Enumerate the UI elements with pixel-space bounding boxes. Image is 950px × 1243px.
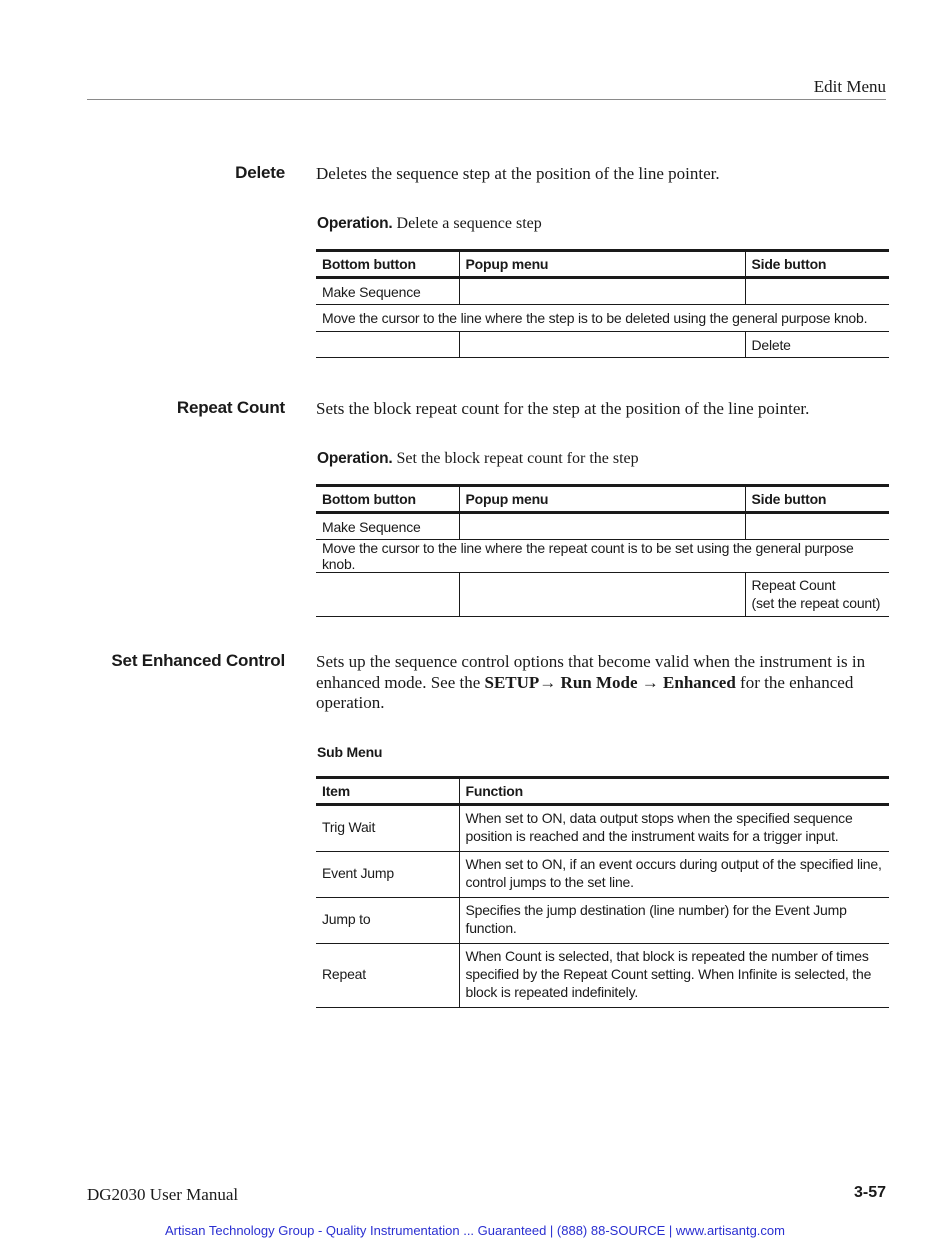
- table-cell: [459, 278, 745, 305]
- table-header-cell: Popup menu: [459, 251, 745, 278]
- table-row: [316, 332, 889, 358]
- table-instruction-cell: Move the cursor to the line where the step is to be deleted using the general purpose knob.: [316, 305, 889, 332]
- table-cell: [745, 573, 889, 617]
- table-row: [316, 944, 889, 1008]
- table-cell: Delete: [745, 332, 889, 358]
- table-header-cell: Side button: [745, 486, 889, 513]
- footer-manual-title: DG2030 User Manual: [87, 1185, 239, 1204]
- table-row: [316, 278, 889, 305]
- table-row: [316, 852, 889, 898]
- table-header-cell: Function: [459, 778, 889, 805]
- table-cell-function: When Count is selected, that block is repeated the number of times specified by the Repeat Count setting. When Infinite is selected, the block is repeated indefinitely.: [459, 944, 889, 1008]
- table-header-cell: Bottom button: [316, 251, 459, 278]
- section-label-delete: Delete: [235, 163, 285, 182]
- operation-line-repeat-count: [317, 450, 639, 468]
- table-cell-function: When set to ON, if an event occurs during output of the specified line, control jumps to the set line.: [459, 852, 889, 898]
- table-cell: Make Sequence: [316, 513, 459, 540]
- section-label-repeat-count: Repeat Count: [176, 398, 285, 417]
- table-row: [316, 540, 889, 573]
- table-header-cell: Bottom button: [316, 486, 459, 513]
- operation-label: Operation.: [317, 450, 393, 467]
- table-cell: [459, 332, 745, 358]
- section-description-set-enhanced-control: [316, 652, 886, 714]
- table-cell-item: Jump to: [316, 898, 459, 944]
- table-cell-function: Specifies the jump destination (line number) for the Event Jump function.: [459, 898, 889, 944]
- table-row: [316, 513, 889, 540]
- table-cell: [745, 513, 889, 540]
- operation-table-repeat-count: [316, 484, 889, 617]
- table-cell: [316, 332, 459, 358]
- table-row: [316, 898, 889, 944]
- side-button-note: (set the repeat count): [751, 595, 881, 611]
- section-description-repeat-count: Sets the block repeat count for the step at the position of the line pointer.: [316, 399, 810, 418]
- table-cell-item: Trig Wait: [316, 805, 459, 852]
- table-header-cell: Popup menu: [459, 486, 745, 513]
- table-cell: [745, 278, 889, 305]
- table-cell: [459, 513, 745, 540]
- table-header-row: [316, 486, 889, 513]
- table-cell: [459, 573, 745, 617]
- operation-line-delete: [317, 215, 542, 233]
- header-rule: [87, 99, 886, 100]
- table-row: [316, 305, 889, 332]
- table-header-row: [316, 778, 889, 805]
- page-number: 3-57: [853, 1184, 886, 1201]
- operation-text: Set the block repeat count for the step: [396, 450, 639, 467]
- table-header-cell: Item: [316, 778, 459, 805]
- running-head: Edit Menu: [813, 77, 886, 96]
- setup-path-text: SETUP→ Run Mode → Enhanced: [484, 672, 736, 692]
- sub-menu-table: [316, 776, 889, 1008]
- table-row: [316, 805, 889, 852]
- operation-table-delete: [316, 249, 889, 358]
- sub-menu-title: Sub Menu: [317, 744, 383, 760]
- table-cell-function: When set to ON, data output stops when the specified sequence position is reached and the instrument waits for a trigger input.: [459, 805, 889, 852]
- table-header-cell: Side button: [745, 251, 889, 278]
- section-label-set-enhanced-control: Set Enhanced Control: [111, 651, 285, 670]
- table-cell: [316, 573, 459, 617]
- table-cell-item: Event Jump: [316, 852, 459, 898]
- side-button-label: Repeat Count: [751, 577, 836, 593]
- operation-text: Delete a sequence step: [396, 215, 542, 232]
- section-description-delete: Deletes the sequence step at the position of the line pointer.: [316, 164, 720, 183]
- table-row: [316, 573, 889, 617]
- table-cell-item: Repeat: [316, 944, 459, 1008]
- table-cell: Make Sequence: [316, 278, 459, 305]
- credit-link[interactable]: Artisan Technology Group - Quality Instrumentation ... Guaranteed | (888) 88-SOURCE | www.artisantg.com: [165, 1223, 785, 1238]
- table-header-row: [316, 251, 889, 278]
- description-text: for the enhanced operation.: [316, 672, 854, 712]
- description-text: Sets up the sequence control options that become valid when the instrument is in enhanced mode. See the: [316, 652, 866, 692]
- table-instruction-cell: Move the cursor to the line where the repeat count is to be set using the general purpose knob.: [316, 540, 889, 573]
- operation-label: Operation.: [317, 215, 393, 232]
